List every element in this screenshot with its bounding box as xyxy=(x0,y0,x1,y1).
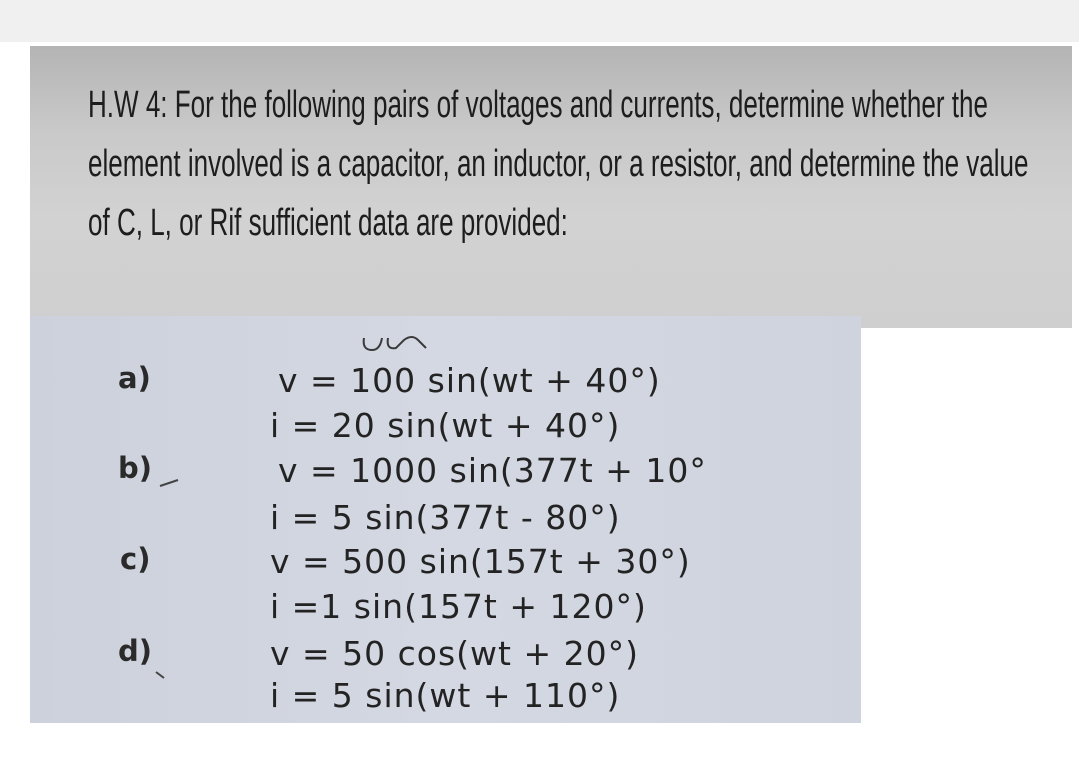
voltage-equation-b: v = 1000 sin(377t + 10° xyxy=(278,451,707,490)
top-margin xyxy=(0,0,1079,42)
problem-line-3: of C, L, or Rif sufficient data are provided: xyxy=(88,202,568,244)
handwritten-tick-b xyxy=(158,476,182,488)
problem-label-a: a) xyxy=(118,361,151,395)
current-equation-d: i = 5 sin(wt + 110°) xyxy=(270,676,621,715)
current-equation-b: i = 5 sin(377t - 80°) xyxy=(270,498,621,537)
problem-line-1: H.W 4: For the following pairs of voltages and currents, determine whether the xyxy=(88,84,988,126)
handwritten-mark-d xyxy=(154,670,168,680)
problem-statement-photo xyxy=(30,46,1072,328)
problem-line-2: element involved is a capacitor, an inductor, or a resistor, and determine the value xyxy=(88,143,1029,185)
handwritten-scribble xyxy=(360,330,450,360)
current-equation-a: i = 20 sin(wt + 40°) xyxy=(270,406,621,445)
problem-label-c: c) xyxy=(120,542,151,576)
current-equation-c: i =1 sin(157t + 120°) xyxy=(270,587,647,626)
voltage-equation-a: v = 100 sin(wt + 40°) xyxy=(278,361,661,400)
voltage-equation-d: v = 50 cos(wt + 20°) xyxy=(270,634,639,673)
problem-label-d: d) xyxy=(118,634,153,668)
problem-statement xyxy=(88,76,1029,253)
voltage-equation-c: v = 500 sin(157t + 30°) xyxy=(270,542,691,581)
equations-photo xyxy=(30,316,861,723)
problem-label-b: b) xyxy=(118,451,153,485)
